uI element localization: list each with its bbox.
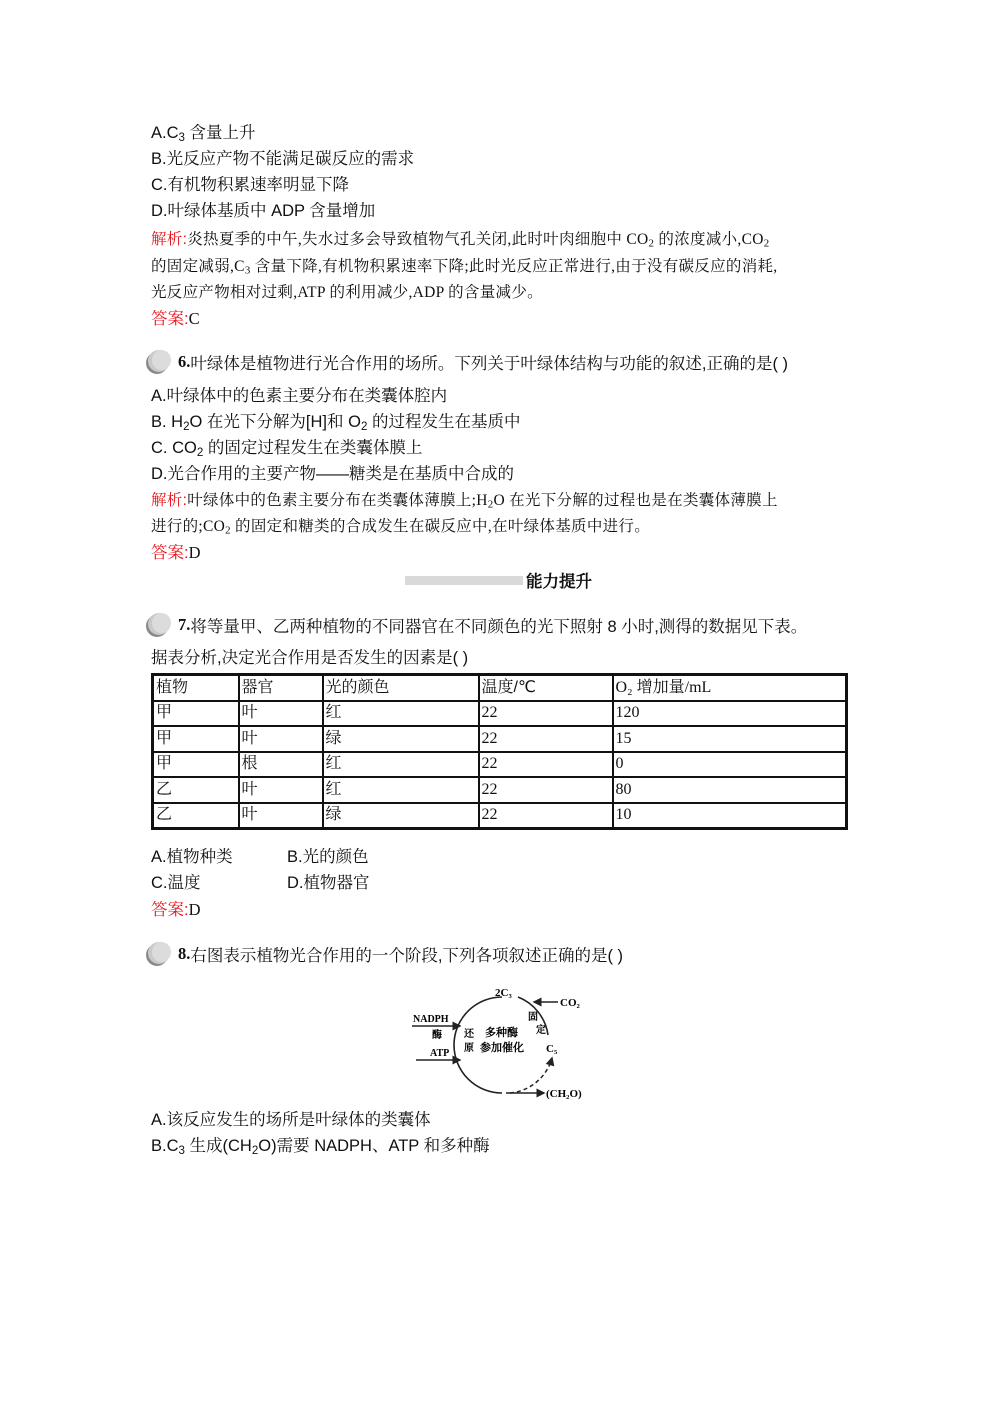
explanation-label: 解析: <box>151 492 188 509</box>
q8-stem: 右图表示植物光合作用的一个阶段,下列各项叙述正确的是( ) <box>190 947 624 965</box>
answer-label: 答案: <box>151 310 189 328</box>
q7-option-d: D.植物器官 <box>287 874 370 892</box>
explanation-label: 解析: <box>151 231 188 248</box>
table-cell: 80 <box>613 777 847 803</box>
q6-option-d: D.光合作用的主要产物——糖类是在基质中合成的 <box>151 465 514 483</box>
q7-header <box>148 611 807 639</box>
label-enzyme: 酶 <box>432 1030 442 1041</box>
q8-option-b: $B.C_3$ 生成$(CH_2O)$需要 NADPH、ATP 和多种酶 <box>151 1137 490 1157</box>
question-bullet-icon <box>148 942 172 966</box>
q6-number: 6. <box>178 352 191 371</box>
q7-stem: 将等量甲、乙两种植物的不同器官在不同颜色的光下照射 8 小时,测得的数据见下表。 <box>190 618 808 636</box>
table-cell: 甲 <box>153 752 239 778</box>
table-header-cell: 光的颜色 <box>323 675 479 701</box>
label-reduce-1: 还 <box>464 1029 474 1040</box>
table-cell: 红 <box>323 777 479 803</box>
q7-option-b: B.光的颜色 <box>287 848 369 866</box>
table-cell: 叶 <box>239 701 323 727</box>
question-bullet-icon <box>148 350 172 374</box>
label-fix-2: 定 <box>536 1025 546 1036</box>
q5-option-c: C.有机物积累速率明显下降 <box>151 176 349 194</box>
table-row <box>153 752 847 778</box>
table-cell: 乙 <box>153 777 239 803</box>
label-atp: ATP <box>430 1048 450 1059</box>
table-row <box>153 777 847 803</box>
table-cell: 绿 <box>323 726 479 752</box>
table-header-cell: O₂ 增加量/mL <box>613 675 847 701</box>
q6-option-b: B. $H_2O$ 在光下分解为[H]和 $O_2$ 的过程发生在基质中 <box>151 413 521 433</box>
q6-explanation-line-1: 解析:叶绿体中的色素主要分布在类囊体薄膜上$;H_2O$ 在光下分解的过程也是在类囊体薄膜上 <box>151 492 778 511</box>
table-header-cell: 温度/℃ <box>479 675 613 701</box>
table-cell: 22 <box>479 777 613 803</box>
answer-label: 答案: <box>151 901 189 919</box>
label-2c3: 2C₃ <box>495 987 512 999</box>
section-title: 能力提升 <box>526 573 592 591</box>
table-cell: 红 <box>323 752 479 778</box>
q5-explanation-line-3: 光反应产物相对过剩,ATP 的利用减少,ADP 的含量减少。 <box>151 284 543 301</box>
q7-option-a: A.植物种类 <box>151 848 233 866</box>
q5-explanation-line-2: 的固定减弱$,C_3$ 含量下降,有机物积累速率下降;此时光反应正常进行,由于没有碳反应的消耗, <box>151 258 778 277</box>
table-cell: 22 <box>479 752 613 778</box>
table-cell: 22 <box>479 803 613 829</box>
table-header-row <box>153 675 847 701</box>
table-cell: 叶 <box>239 726 323 752</box>
table-cell: 甲 <box>153 701 239 727</box>
table-cell: 绿 <box>323 803 479 829</box>
table-cell: 120 <box>613 701 847 727</box>
table-cell: 22 <box>479 726 613 752</box>
table-header-cell: 器官 <box>239 675 323 701</box>
q6-header <box>148 348 788 376</box>
table-row <box>153 701 847 727</box>
section-bar <box>405 576 523 585</box>
q8-option-a: A.该反应发生的场所是叶绿体的类囊体 <box>151 1111 431 1129</box>
q7-stem-continued: 据表分析,决定光合作用是否发生的因素是( ) <box>151 649 469 667</box>
label-reduce-2: 原 <box>464 1043 474 1054</box>
q5-explanation-line-1: 解析:炎热夏季的中午,失水过多会导致植物气孔关闭,此时叶肉细胞中 $CO_2$ 的浓度减小$,CO_2$ <box>151 231 770 250</box>
table-cell: 甲 <box>153 726 239 752</box>
label-fix-1: 固 <box>528 1012 538 1023</box>
question-bullet-icon <box>148 613 172 637</box>
table-cell: 22 <box>479 701 613 727</box>
table-cell: 红 <box>323 701 479 727</box>
label-center-2: 参加催化 <box>480 1042 524 1054</box>
answer-label: 答案: <box>151 544 189 562</box>
q7-option-c: C.温度 <box>151 874 201 892</box>
label-product: (CH₂O) <box>546 1088 582 1100</box>
q6-option-c: C. $CO_2$ 的固定过程发生在类囊体膜上 <box>151 439 423 459</box>
q7-answer: 答案:D <box>151 900 201 919</box>
q8-header <box>148 940 623 968</box>
label-co2: CO₂ <box>560 997 580 1009</box>
q5-option-a: $A.C_3$ 含量上升 <box>151 124 256 144</box>
q7-data-table <box>151 673 848 830</box>
table-cell: 乙 <box>153 803 239 829</box>
section-header <box>405 568 592 592</box>
q5-option-b: B.光反应产物不能满足碳反应的需求 <box>151 150 415 168</box>
calvin-cycle-diagram <box>410 980 610 1105</box>
q6-stem: 叶绿体是植物进行光合作用的场所。下列关于叶绿体结构与功能的叙述,正确的是( ) <box>190 355 789 373</box>
table-cell: 叶 <box>239 803 323 829</box>
label-center-1: 多种酶 <box>485 1027 518 1039</box>
table-cell: 0 <box>613 752 847 778</box>
q6-explanation-line-2: 进行的$;CO_2$ 的固定和糖类的合成发生在碳反应中,在叶绿体基质中进行。 <box>151 518 651 537</box>
q5-answer: 答案:C <box>151 309 200 328</box>
q8-number: 8. <box>178 944 191 963</box>
table-cell: 10 <box>613 803 847 829</box>
q5-option-d: D.叶绿体基质中 ADP 含量增加 <box>151 202 376 220</box>
table-row <box>153 803 847 829</box>
label-nadph: NADPH <box>413 1014 449 1025</box>
table-cell: 叶 <box>239 777 323 803</box>
label-c5: C₅ <box>546 1043 558 1055</box>
table-cell: 15 <box>613 726 847 752</box>
q6-option-a: A.叶绿体中的色素主要分布在类囊体腔内 <box>151 387 448 405</box>
q6-answer: 答案:D <box>151 543 201 562</box>
q7-number: 7. <box>178 615 191 634</box>
table-cell: 根 <box>239 752 323 778</box>
table-header-cell: 植物 <box>153 675 239 701</box>
table-row <box>153 726 847 752</box>
